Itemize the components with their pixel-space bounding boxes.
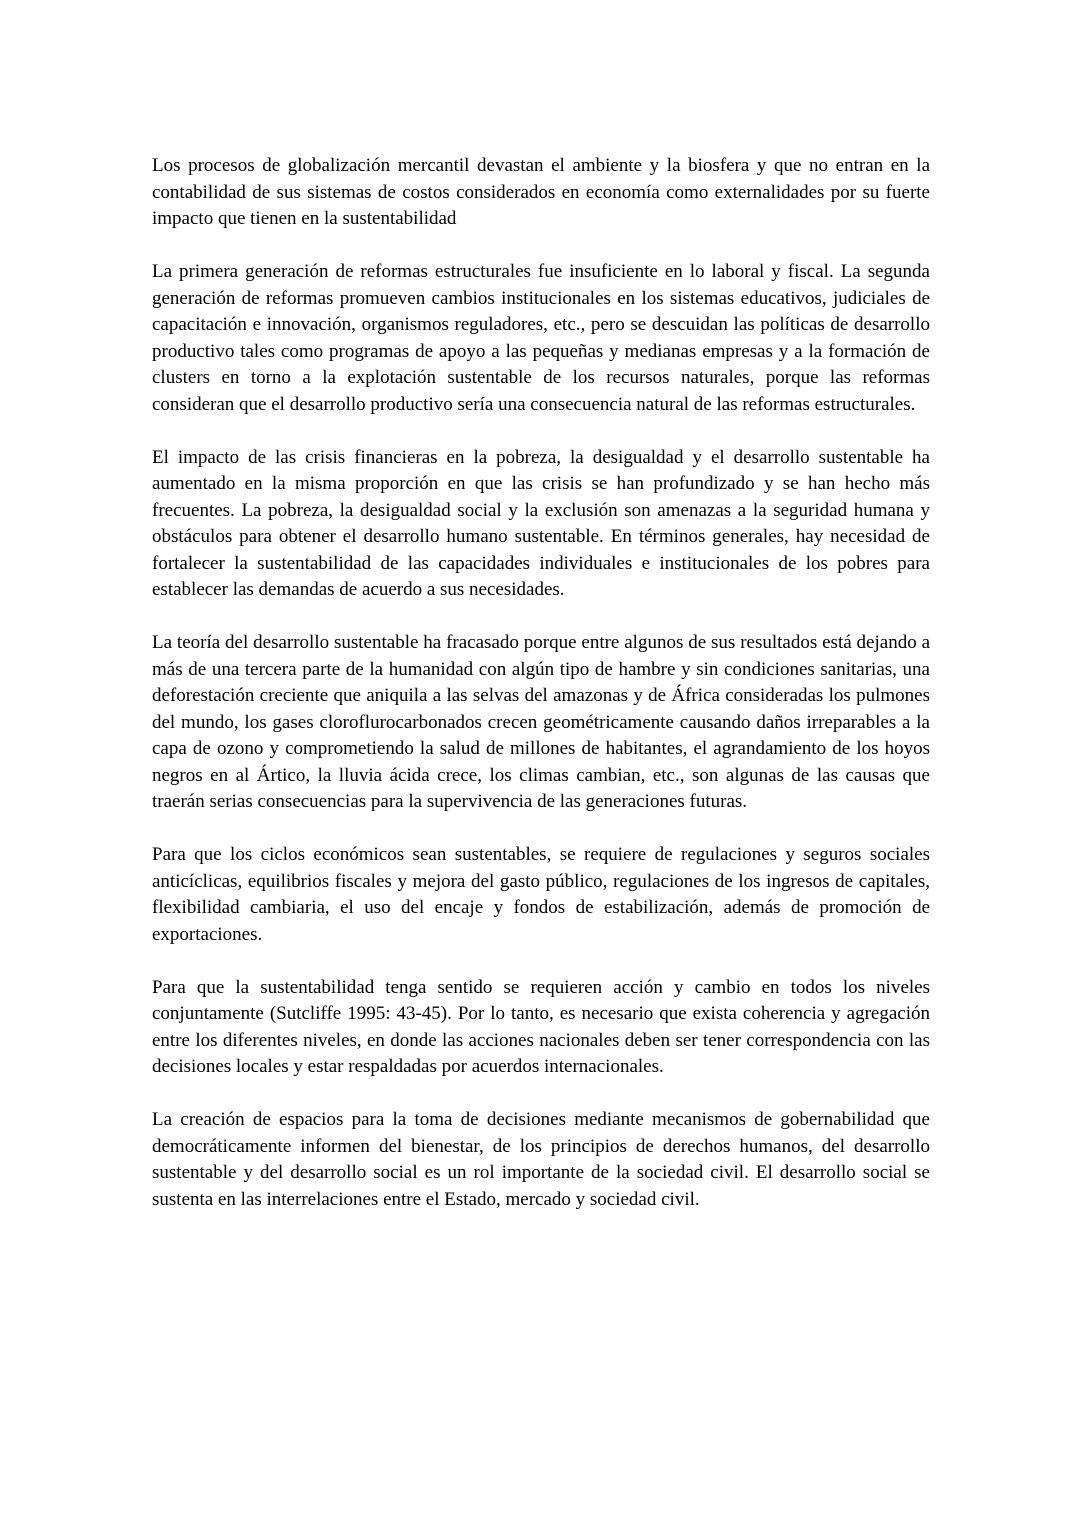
document-text-block [152, 153, 930, 1213]
paragraph-teoria-desarrollo: La teoría del desarrollo sustentable ha fracasado porque entre algunos de sus resultados está dejando a más de una tercera parte de la humanidad con algún tipo de hambre y sin condiciones sanitarias, una deforestación creciente que aniquila a las selvas del amazonas y de África consideradas los pulmones del mundo, los gases cloroflurocarbonados crecen geométricamente causando daños irreparables a la capa de ozono y comprometiendo la salud de millones de habitantes, el agrandamiento de los hoyos negros en al Ártico, la lluvia ácida crece, los climas cambian, etc., son algunas de las causas que traerán serias consecuencias para la supervivencia de las generaciones futuras. [152, 632, 930, 812]
paragraph-reformas: La primera generación de reformas estructurales fue insuficiente en lo laboral y fiscal. La segunda generación de reformas promueven cambios institucionales en los sistemas educativos, judiciales de capacitación e innovación, organismos reguladores, etc., pero se descuidan las políticas de desarrollo productivo tales como programas de apoyo a las pequeñas y medianas empresas y a la formación de clusters en torno a la explotación sustentable de los recursos naturales, porque las reformas consideran que el desarrollo productivo sería una consecuencia natural de las reformas estructurales. [152, 261, 930, 415]
paragraph-creacion-espacios: La creación de espacios para la toma de decisiones mediante mecanismos de gobernabilidad que democráticamente informen del bienestar, de los principios de derechos humanos, del desarrollo sustentable y del desarrollo social es un rol importante de la sociedad civil. El desarrollo social se sustenta en las interrelaciones entre el Estado, mercado y sociedad civil. [152, 1109, 930, 1210]
paragraph-sustentabilidad-niveles: Para que la sustentabilidad tenga sentido se requieren acción y cambio en todos los niveles conjuntamente (Sutcliffe 1995: 43-45). Por lo tanto, es necesario que exista coherencia y agregación entre los diferentes niveles, en donde las acciones nacionales deben ser tener correspondencia con las decisiones locales y estar respaldadas por acuerdos internacionales. [152, 976, 930, 1077]
paragraph-crisis-financieras: El impacto de las crisis financieras en la pobreza, la desigualdad y el desarrollo sustentable ha aumentado en la misma proporción en que las crisis se han profundizado y se han hecho más frecuentes. La pobreza, la desigualdad social y la exclusión son amenazas a la seguridad humana y obstáculos para obtener el desarrollo humano sustentable. En términos generales, hay necesidad de fortalecer la sustentabilidad de las capacidades individuales e institucionales de los pobres para establecer las demandas de acuerdo a sus necesidades. [152, 446, 930, 600]
paragraph-ciclos-economicos: Para que los ciclos económicos sean sustentables, se requiere de regulaciones y seguros sociales anticíclicas, equilibrios fiscales y mejora del gasto público, regulaciones de los ingresos de capitales, flexibilidad cambiaria, el uso del encaje y fondos de estabilización, además de promoción de exportaciones. [152, 844, 930, 945]
paragraph-globalizacion: Los procesos de globalización mercantil devastan el ambiente y la biosfera y que no entran en la contabilidad de sus sistemas de costos considerados en economía como externalidades por su fuerte impacto que tienen en la sustentabilidad [152, 155, 930, 229]
